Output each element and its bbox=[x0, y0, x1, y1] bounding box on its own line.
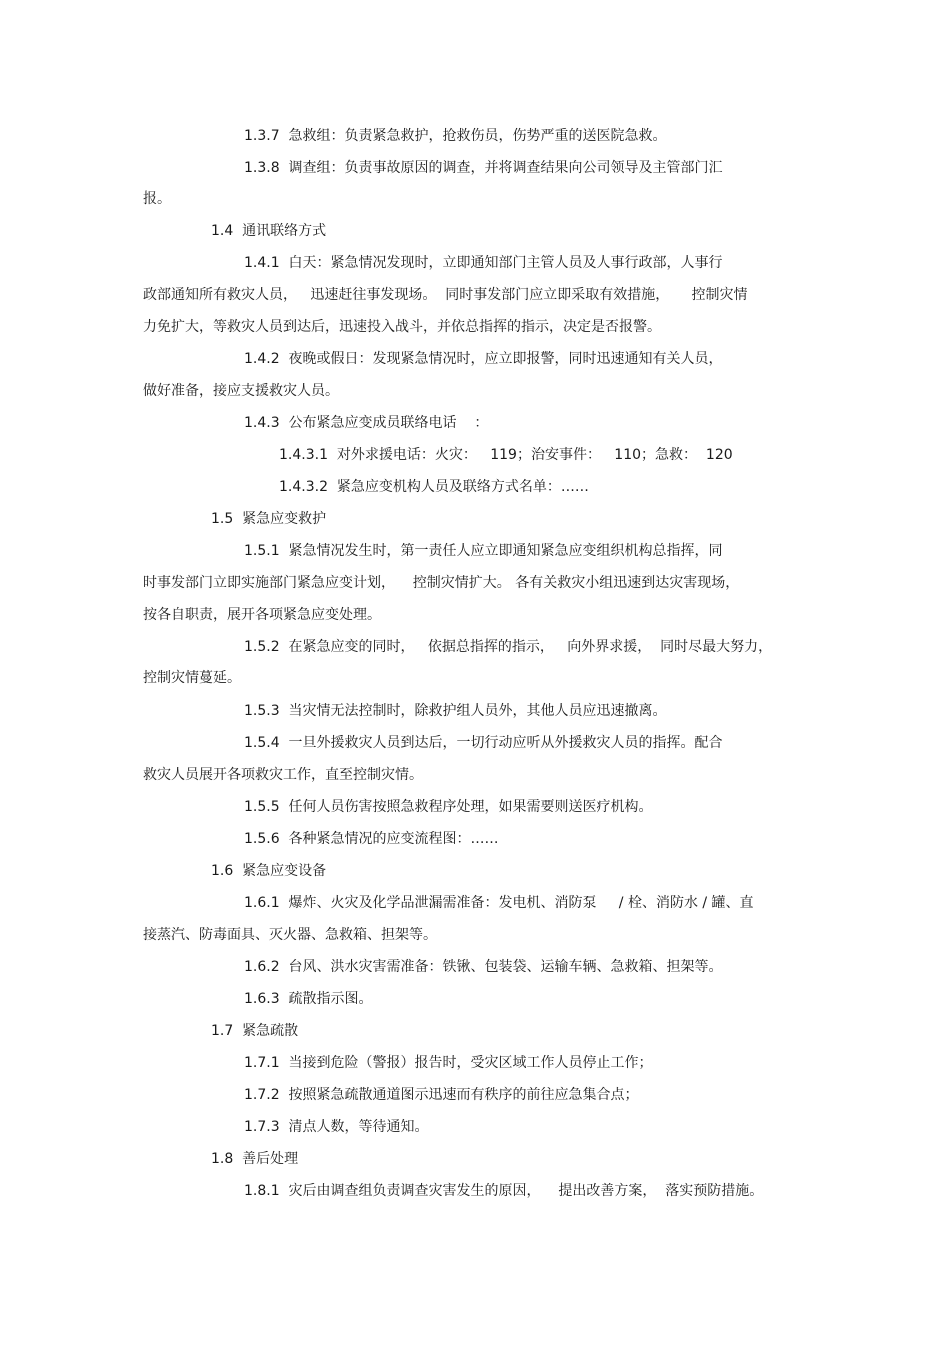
heading-1-7: 1.7 紧急疏散 bbox=[211, 1023, 299, 1039]
paragraph-1-6-3: 1.6.3 疏散指示图。 bbox=[244, 991, 373, 1007]
heading-1-6: 1.6 紧急应变设备 bbox=[211, 863, 327, 879]
paragraph-1-5-4-cont: 救灾人员展开各项救灾工作，直至控制灾情。 bbox=[143, 767, 423, 783]
heading-1-4: 1.4 通讯联络方式 bbox=[211, 223, 327, 239]
paragraph-1-7-1: 1.7.1 当接到危险（警报）报告时，受灾区域工作人员停止工作； bbox=[244, 1055, 653, 1071]
paragraph-1-5-1: 1.5.1 紧急情况发生时，第一责任人应立即通知紧急应变组织机构总指挥，同 bbox=[244, 543, 723, 559]
paragraph-1-5-6: 1.5.6 各种紧急情况的应变流程图：…… bbox=[244, 831, 499, 847]
paragraph-1-4-3: 1.4.3 公布紧急应变成员联络电话 ： bbox=[244, 415, 489, 431]
paragraph-1-5-2: 1.5.2 在紧急应变的同时， 依据总指挥的指示， 向外界求援， 同时尽最大努力， bbox=[244, 639, 773, 655]
heading-1-8: 1.8 善后处理 bbox=[211, 1151, 299, 1167]
paragraph-1-5-3: 1.5.3 当灾情无法控制时，除救护组人员外，其他人员应迅速撤离。 bbox=[244, 703, 667, 719]
paragraph-1-5-2-cont: 控制灾情蔓延。 bbox=[143, 670, 241, 686]
paragraph-1-4-1: 1.4.1 白天：紧急情况发现时，立即通知部门主管人员及人事行政部，人事行 bbox=[244, 255, 723, 271]
paragraph-1-4-2-cont: 做好准备，接应支援救灾人员。 bbox=[143, 383, 339, 399]
paragraph-1-4-2: 1.4.2 夜晚或假日：发现紧急情况时，应立即报警，同时迅速通知有关人员， bbox=[244, 351, 723, 367]
paragraph-1-4-1-cont-2: 力免扩大，等救灾人员到达后，迅速投入战斗，并依总指挥的指示，决定是否报警。 bbox=[143, 319, 661, 335]
paragraph-1-6-2: 1.6.2 台风、洪水灾害需准备：铁锹、包装袋、运输车辆、急救箱、担架等。 bbox=[244, 959, 723, 975]
paragraph-1-3-8-cont: 报。 bbox=[143, 191, 171, 207]
paragraph-1-5-5: 1.5.5 任何人员伤害按照急救程序处理，如果需要则送医疗机构。 bbox=[244, 799, 653, 815]
paragraph-1-4-1-cont-1: 政部通知所有救灾人员， 迅速赶往事发现场。 同时事发部门应立即采取有效措施， 控制灾情 bbox=[143, 287, 748, 303]
paragraph-1-5-4: 1.5.4 一旦外援救灾人员到达后，一切行动应听从外援救灾人员的指挥。配合 bbox=[244, 735, 723, 751]
paragraph-1-8-1: 1.8.1 灾后由调查组负责调查灾害发生的原因， 提出改善方案， 落实预防措施。 bbox=[244, 1183, 764, 1199]
heading-1-5: 1.5 紧急应变救护 bbox=[211, 511, 327, 527]
paragraph-1-6-1: 1.6.1 爆炸、火灾及化学品泄漏需准备：发电机、消防泵 / 栓、消防水 / 罐、直 bbox=[244, 895, 754, 911]
paragraph-1-4-3-2: 1.4.3.2 紧急应变机构人员及联络方式名单：…… bbox=[279, 479, 589, 495]
paragraph-1-5-1-cont-1: 时事发部门立即实施部门紧急应变计划， 控制灾情扩大。 各有关救灾小组迅速到达灾害现场， bbox=[143, 575, 740, 591]
paragraph-1-7-2: 1.7.2 按照紧急疏散通道图示迅速而有秩序的前往应急集合点； bbox=[244, 1087, 639, 1103]
paragraph-1-5-1-cont-2: 按各自职责，展开各项紧急应变处理。 bbox=[143, 607, 381, 623]
paragraph-1-4-3-1: 1.4.3.1 对外求援电话：火灾： 119；治安事件： 110；急救： 120 bbox=[279, 447, 733, 463]
paragraph-1-3-8: 1.3.8 调查组：负责事故原因的调查，并将调查结果向公司领导及主管部门汇 bbox=[244, 160, 723, 176]
paragraph-1-3-7: 1.3.7 急救组：负责紧急救护，抢救伤员，伤势严重的送医院急救。 bbox=[244, 128, 667, 144]
paragraph-1-7-3: 1.7.3 清点人数，等待通知。 bbox=[244, 1119, 429, 1135]
paragraph-1-6-1-cont: 接蒸汽、防毒面具、灭火器、急救箱、担架等。 bbox=[143, 927, 437, 943]
